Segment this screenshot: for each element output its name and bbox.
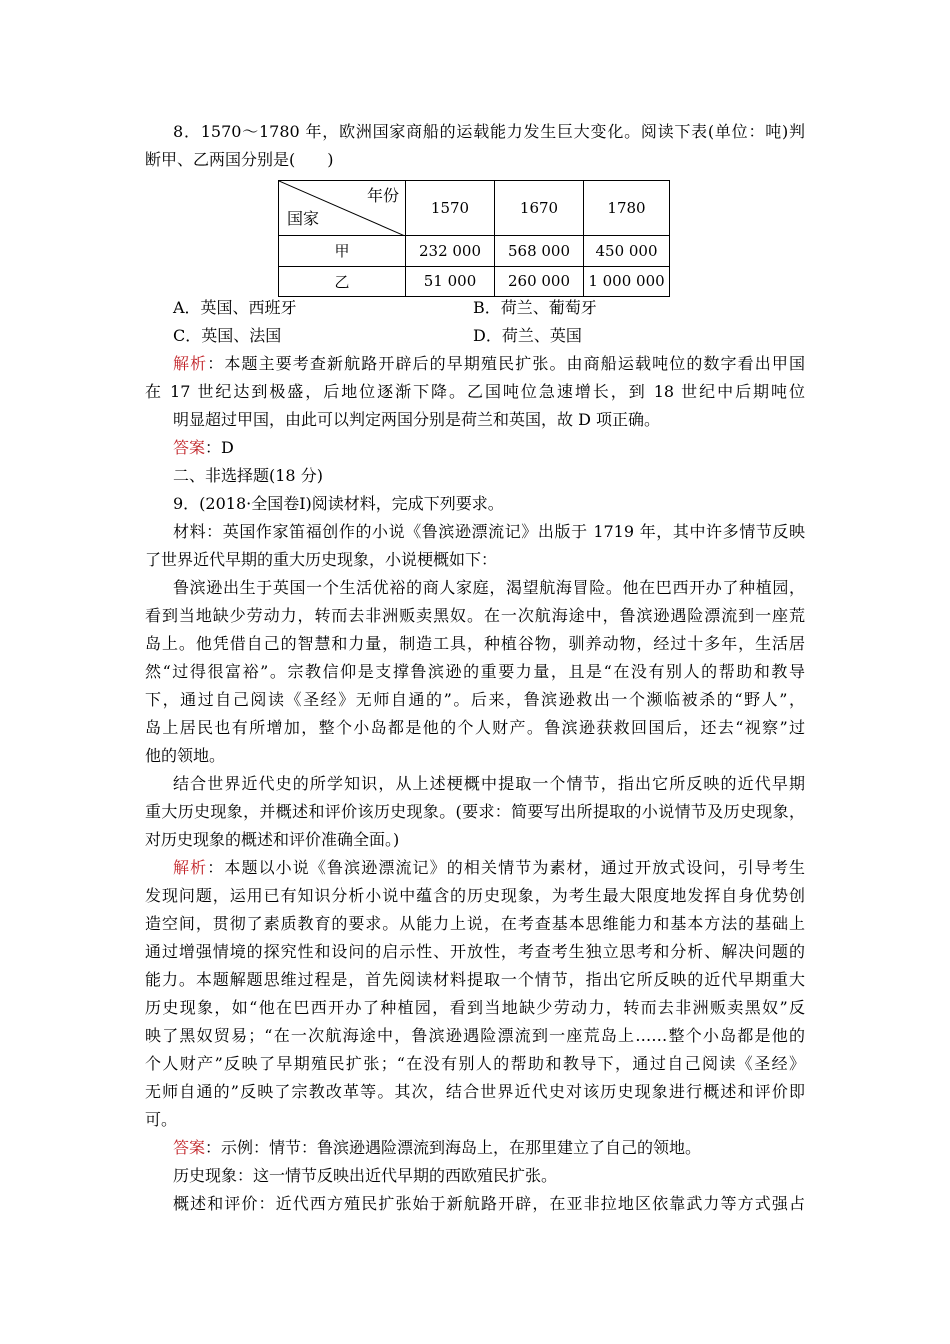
section-title: 二、非选择题(18 分) (173, 466, 323, 485)
story-line2: 看到当地缺少劳动力，转而去非洲贩卖黑奴。在一次航海途中，鲁滨逊遇险漂流到一座荒 (145, 606, 805, 625)
q9-answer-line1: 答案：示例：情节：鲁滨逊遇险漂流到海岛上，在那里建立了自己的领地。 (173, 1138, 702, 1157)
q9-material-line2: 了世界近代早期的重大历史现象，小说梗概如下： (145, 550, 498, 569)
answer-label: 答案 (173, 1138, 206, 1157)
q9-analysis-line10: 可。 (145, 1110, 178, 1129)
analysis-label: 解析 (173, 354, 208, 373)
q9-analysis-line8: 个人财产”反映了早期殖民扩张；“在没有别人的帮助和教导下，通过自己阅读《圣经》 (145, 1054, 805, 1073)
q9-analysis-line7: 映了黑奴贸易；“在一次航海途中，鲁滨逊遇险漂流到一座荒岛上……整个小岛都是他的 (145, 1026, 805, 1045)
requirement-line3: 对历史现象的概述和评价准确全面。) (145, 830, 400, 849)
option-b: B．荷兰、葡萄牙 (473, 298, 597, 317)
q8-analysis-line3: 明显超过甲国，由此可以判定两国分别是荷兰和英国，故 D 项正确。 (173, 410, 661, 429)
requirement-line2: 重大历史现象，并概述和评价该历史现象。(要求：简要写出所提取的小说情节及历史现象， (145, 802, 805, 821)
header-year-1570: 1570 (406, 181, 495, 236)
cell-value: 1 000 000 (584, 266, 670, 297)
requirement-line1: 结合世界近代史的所学知识，从上述梗概中提取一个情节，指出它所反映的近代早期 (173, 774, 805, 793)
option-c: C．英国、法国 (173, 326, 282, 345)
row-country: 乙 (279, 266, 406, 297)
q9-analysis-line2: 发现问题，运用已有知识分析小说中蕴含的历史现象，为考生最大限度地发挥自身优势创 (145, 886, 805, 905)
q8-analysis-line2: 在 17 世纪达到极盛，后地位逐渐下降。乙国吨位急速增长，到 18 世纪中后期吨位 (145, 382, 805, 401)
q9-answer-line2: 历史现象：这一情节反映出近代早期的西欧殖民扩张。 (173, 1166, 558, 1185)
cell-value: 450 000 (584, 236, 670, 267)
q9-analysis-line1: 解析：本题以小说《鲁滨逊漂流记》的相关情节为素材，通过开放式设问，引导考生 (173, 858, 805, 877)
q9-analysis-line5: 能力。本题解题思维过程是，首先阅读材料提取一个情节，指出它所反映的近代早期重大 (145, 970, 805, 989)
story-line1: 鲁滨逊出生于英国一个生活优裕的商人家庭，渴望航海冒险。他在巴西开办了种植园， (173, 578, 805, 597)
q9-analysis-line9: 无师自通的”反映了宗教改革等。其次，结合世界近代史对该历史现象进行概述和评价即 (145, 1082, 805, 1101)
tonnage-table (278, 180, 670, 297)
corner-year-label: 年份 (366, 186, 399, 205)
option-a: A．英国、西班牙 (173, 298, 297, 317)
table-row (279, 266, 670, 297)
q8-analysis-line1: 解析：本题主要考查新航路开辟后的早期殖民扩张。由商船运载吨位的数字看出甲国 (173, 354, 805, 373)
story-line4: 然“过得很富裕”。宗教信仰是支撑鲁滨逊的重要力量，且是“在没有别人的帮助和教导 (145, 662, 805, 681)
table-row (279, 236, 670, 267)
answer-label: 答案 (173, 438, 206, 457)
story-line3: 岛上。他凭借自己的智慧和力量，制造工具，种植谷物，驯养动物，经过十多年，生活居 (145, 634, 805, 653)
table-corner-cell (279, 181, 406, 236)
story-line7: 他的领地。 (145, 746, 226, 765)
analysis-label: 解析 (173, 858, 208, 877)
option-d: D．荷兰、英国 (473, 326, 582, 345)
q9-answer-line3: 概述和评价：近代西方殖民扩张始于新航路开辟，在亚非拉地区依靠武力等方式强占 (173, 1194, 805, 1213)
corner-country-label: 国家 (287, 209, 320, 228)
header-year-1780: 1780 (584, 181, 670, 236)
q8-stem-line2: 断甲、乙两国分别是( ) (145, 150, 334, 169)
cell-value: 232 000 (406, 236, 495, 267)
q9-stem: 9．(2018·全国卷Ⅰ)阅读材料，完成下列要求。 (173, 494, 504, 513)
q8-answer: 答案：D (173, 438, 234, 457)
row-country: 甲 (279, 236, 406, 267)
story-line5: 下，通过自己阅读《圣经》无师自通的”。后来，鲁滨逊救出一个濒临被杀的“野人”， (145, 690, 805, 709)
header-year-1670: 1670 (495, 181, 584, 236)
story-line6: 岛上居民也有所增加，整个小岛都是他的个人财产。鲁滨逊获救回国后，还去“视察”过 (145, 718, 805, 737)
q9-analysis-line4: 通过增强情境的探究性和设问的启示性、开放性，考查考生独立思考和分析、解决问题的 (145, 942, 805, 961)
cell-value: 568 000 (495, 236, 584, 267)
cell-value: 51 000 (406, 266, 495, 297)
q8-stem-line1: 8．1570～1780 年，欧洲国家商船的运载能力发生巨大变化。阅读下表(单位：吨)判 (173, 122, 805, 141)
q9-material-line1: 材料：英国作家笛福创作的小说《鲁滨逊漂流记》出版于 1719 年，其中许多情节反映 (173, 522, 805, 541)
q9-analysis-line3: 造空间，贯彻了素质教育的要求。从能力上说，在考查基本思维能力和基本方法的基础上 (145, 914, 805, 933)
cell-value: 260 000 (495, 266, 584, 297)
q9-analysis-line6: 历史现象，如“他在巴西开办了种植园，看到当地缺少劳动力，转而去非洲贩卖黑奴”反 (145, 998, 805, 1017)
